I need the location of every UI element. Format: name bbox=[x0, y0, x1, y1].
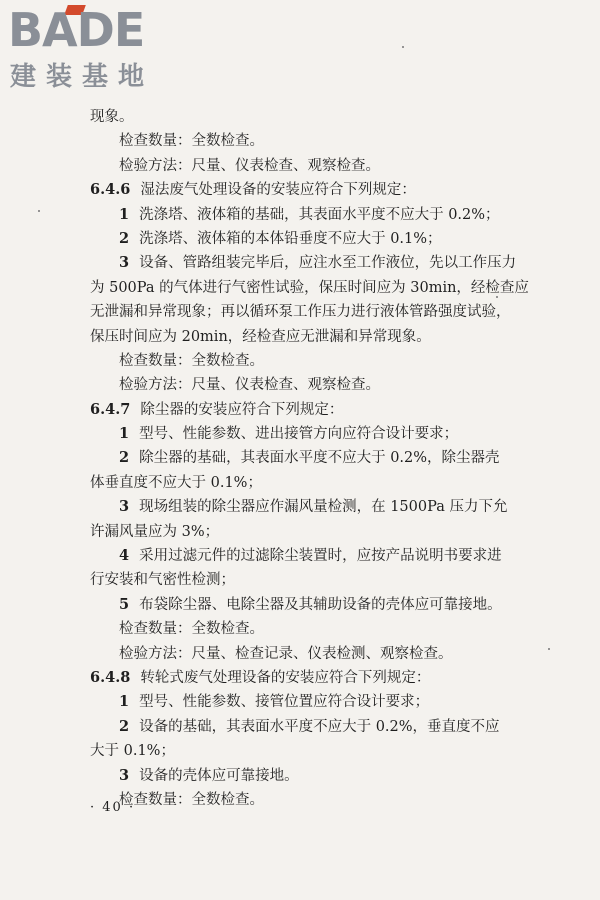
line-text: 大于 0.1%； bbox=[90, 743, 175, 760]
item-number: 3 bbox=[119, 254, 130, 272]
line-text: 现场组装的除尘器应作漏风量检测，在 1500Pa 压力下允 bbox=[139, 499, 508, 516]
list-item bbox=[90, 446, 520, 470]
line-text: 无泄漏和异常现象；再以循环泵工作压力进行液体管路强度试验， bbox=[90, 304, 511, 321]
continuation-line bbox=[90, 276, 529, 300]
page-number: · 40 · bbox=[90, 800, 136, 815]
paragraph-line bbox=[90, 642, 520, 666]
continuation-line bbox=[90, 105, 520, 129]
continuation-line bbox=[90, 739, 520, 763]
paragraph-line bbox=[90, 129, 520, 153]
line-text: 洗涤塔、液体箱的基础，其表面水平度不应大于 0.2%； bbox=[139, 206, 500, 223]
line-text: 检验方法：尺量、检查记录、仪表检测、观察检查。 bbox=[119, 645, 453, 662]
document-body bbox=[90, 105, 529, 812]
line-text: 型号、性能参数、进出接管方向应符合设计要求； bbox=[139, 426, 459, 443]
item-number: 1 bbox=[119, 425, 130, 443]
list-item bbox=[90, 495, 520, 519]
paragraph-line bbox=[90, 154, 520, 178]
bade-logo bbox=[8, 4, 178, 96]
continuation-line bbox=[90, 520, 520, 544]
line-text: 检查数量：全数检查。 bbox=[119, 621, 264, 638]
item-number: 4 bbox=[119, 547, 130, 565]
continuation-line bbox=[90, 568, 520, 592]
line-text: 现象。 bbox=[90, 109, 134, 125]
line-text: 检验方法：尺量、仪表检查、观察检查。 bbox=[119, 377, 380, 394]
line-text: 设备、管路组装完毕后，应注水至工作液位，先以工作压力 bbox=[139, 255, 517, 272]
list-item bbox=[90, 544, 520, 568]
item-number: 5 bbox=[119, 595, 130, 613]
line-text: 型号、性能参数、接管位置应符合设计要求； bbox=[139, 694, 430, 711]
clause-number: 6.4.8 bbox=[90, 668, 131, 686]
list-item bbox=[90, 422, 520, 446]
item-number: 1 bbox=[119, 693, 130, 711]
list-item bbox=[90, 715, 520, 739]
line-text: 设备的基础，其表面水平度不应大于 0.2%，垂直度不应 bbox=[139, 718, 500, 735]
clause-heading bbox=[90, 666, 520, 690]
scan-speck bbox=[402, 46, 404, 48]
list-item bbox=[90, 227, 520, 251]
list-item bbox=[90, 203, 520, 227]
line-text: 布袋除尘器、电除尘器及其辅助设备的壳体应可靠接地。 bbox=[139, 596, 502, 613]
logo-subtitle: 建装基地 bbox=[10, 62, 155, 92]
paragraph-line bbox=[90, 349, 520, 373]
clause-number: 6.4.6 bbox=[90, 181, 131, 199]
paragraph-line bbox=[90, 373, 520, 397]
clause-heading bbox=[90, 398, 520, 422]
list-item bbox=[90, 764, 520, 788]
item-number: 3 bbox=[119, 766, 130, 784]
line-text: 检查数量：全数检查。 bbox=[119, 352, 264, 369]
logo-wordmark: BADE bbox=[8, 3, 145, 57]
item-number: 2 bbox=[119, 449, 130, 467]
paragraph-line bbox=[90, 617, 520, 641]
line-text: 采用过滤元件的过滤除尘装置时，应按产品说明书要求进 bbox=[139, 548, 502, 565]
list-item bbox=[90, 251, 520, 275]
line-text: 许漏风量应为 3%； bbox=[90, 523, 220, 540]
item-number: 2 bbox=[119, 229, 130, 247]
item-number: 2 bbox=[119, 717, 130, 735]
line-text: 体垂直度不应大于 0.1%； bbox=[90, 474, 262, 491]
item-number: 1 bbox=[119, 205, 130, 223]
list-item bbox=[90, 690, 520, 714]
clause-number: 6.4.7 bbox=[90, 400, 131, 418]
line-text: 洗涤塔、液体箱的本体铅垂度不应大于 0.1%； bbox=[139, 230, 442, 247]
scan-speck bbox=[496, 296, 498, 298]
line-text: 检查数量：全数检查。 bbox=[119, 791, 264, 808]
line-text: 行安装和气密性检测； bbox=[90, 572, 235, 589]
scan-speck bbox=[38, 210, 40, 212]
line-text: 转轮式废气处理设备的安装应符合下列规定： bbox=[140, 669, 431, 686]
line-text: 保压时间应为 20min，经检查应无泄漏和异常现象。 bbox=[90, 328, 431, 345]
scan-speck bbox=[548, 648, 550, 650]
item-number: 3 bbox=[119, 498, 130, 516]
line-text: 湿法废气处理设备的安装应符合下列规定： bbox=[140, 182, 416, 199]
clause-heading bbox=[90, 178, 520, 202]
paragraph-line bbox=[90, 788, 520, 812]
line-text: 设备的壳体应可靠接地。 bbox=[139, 767, 299, 784]
line-text: 除尘器的基础，其表面水平度不应大于 0.2%，除尘器壳 bbox=[139, 450, 500, 467]
line-text: 为 500Pa 的气体进行气密性试验，保压时间应为 30min，经检查应 bbox=[90, 279, 529, 296]
line-text: 除尘器的安装应符合下列规定： bbox=[140, 401, 344, 418]
continuation-line bbox=[90, 471, 520, 495]
list-item bbox=[90, 593, 520, 617]
line-text: 检查数量：全数检查。 bbox=[119, 133, 264, 150]
continuation-line bbox=[90, 300, 520, 324]
continuation-line bbox=[90, 325, 520, 349]
line-text: 检验方法：尺量、仪表检查、观察检查。 bbox=[119, 157, 380, 174]
